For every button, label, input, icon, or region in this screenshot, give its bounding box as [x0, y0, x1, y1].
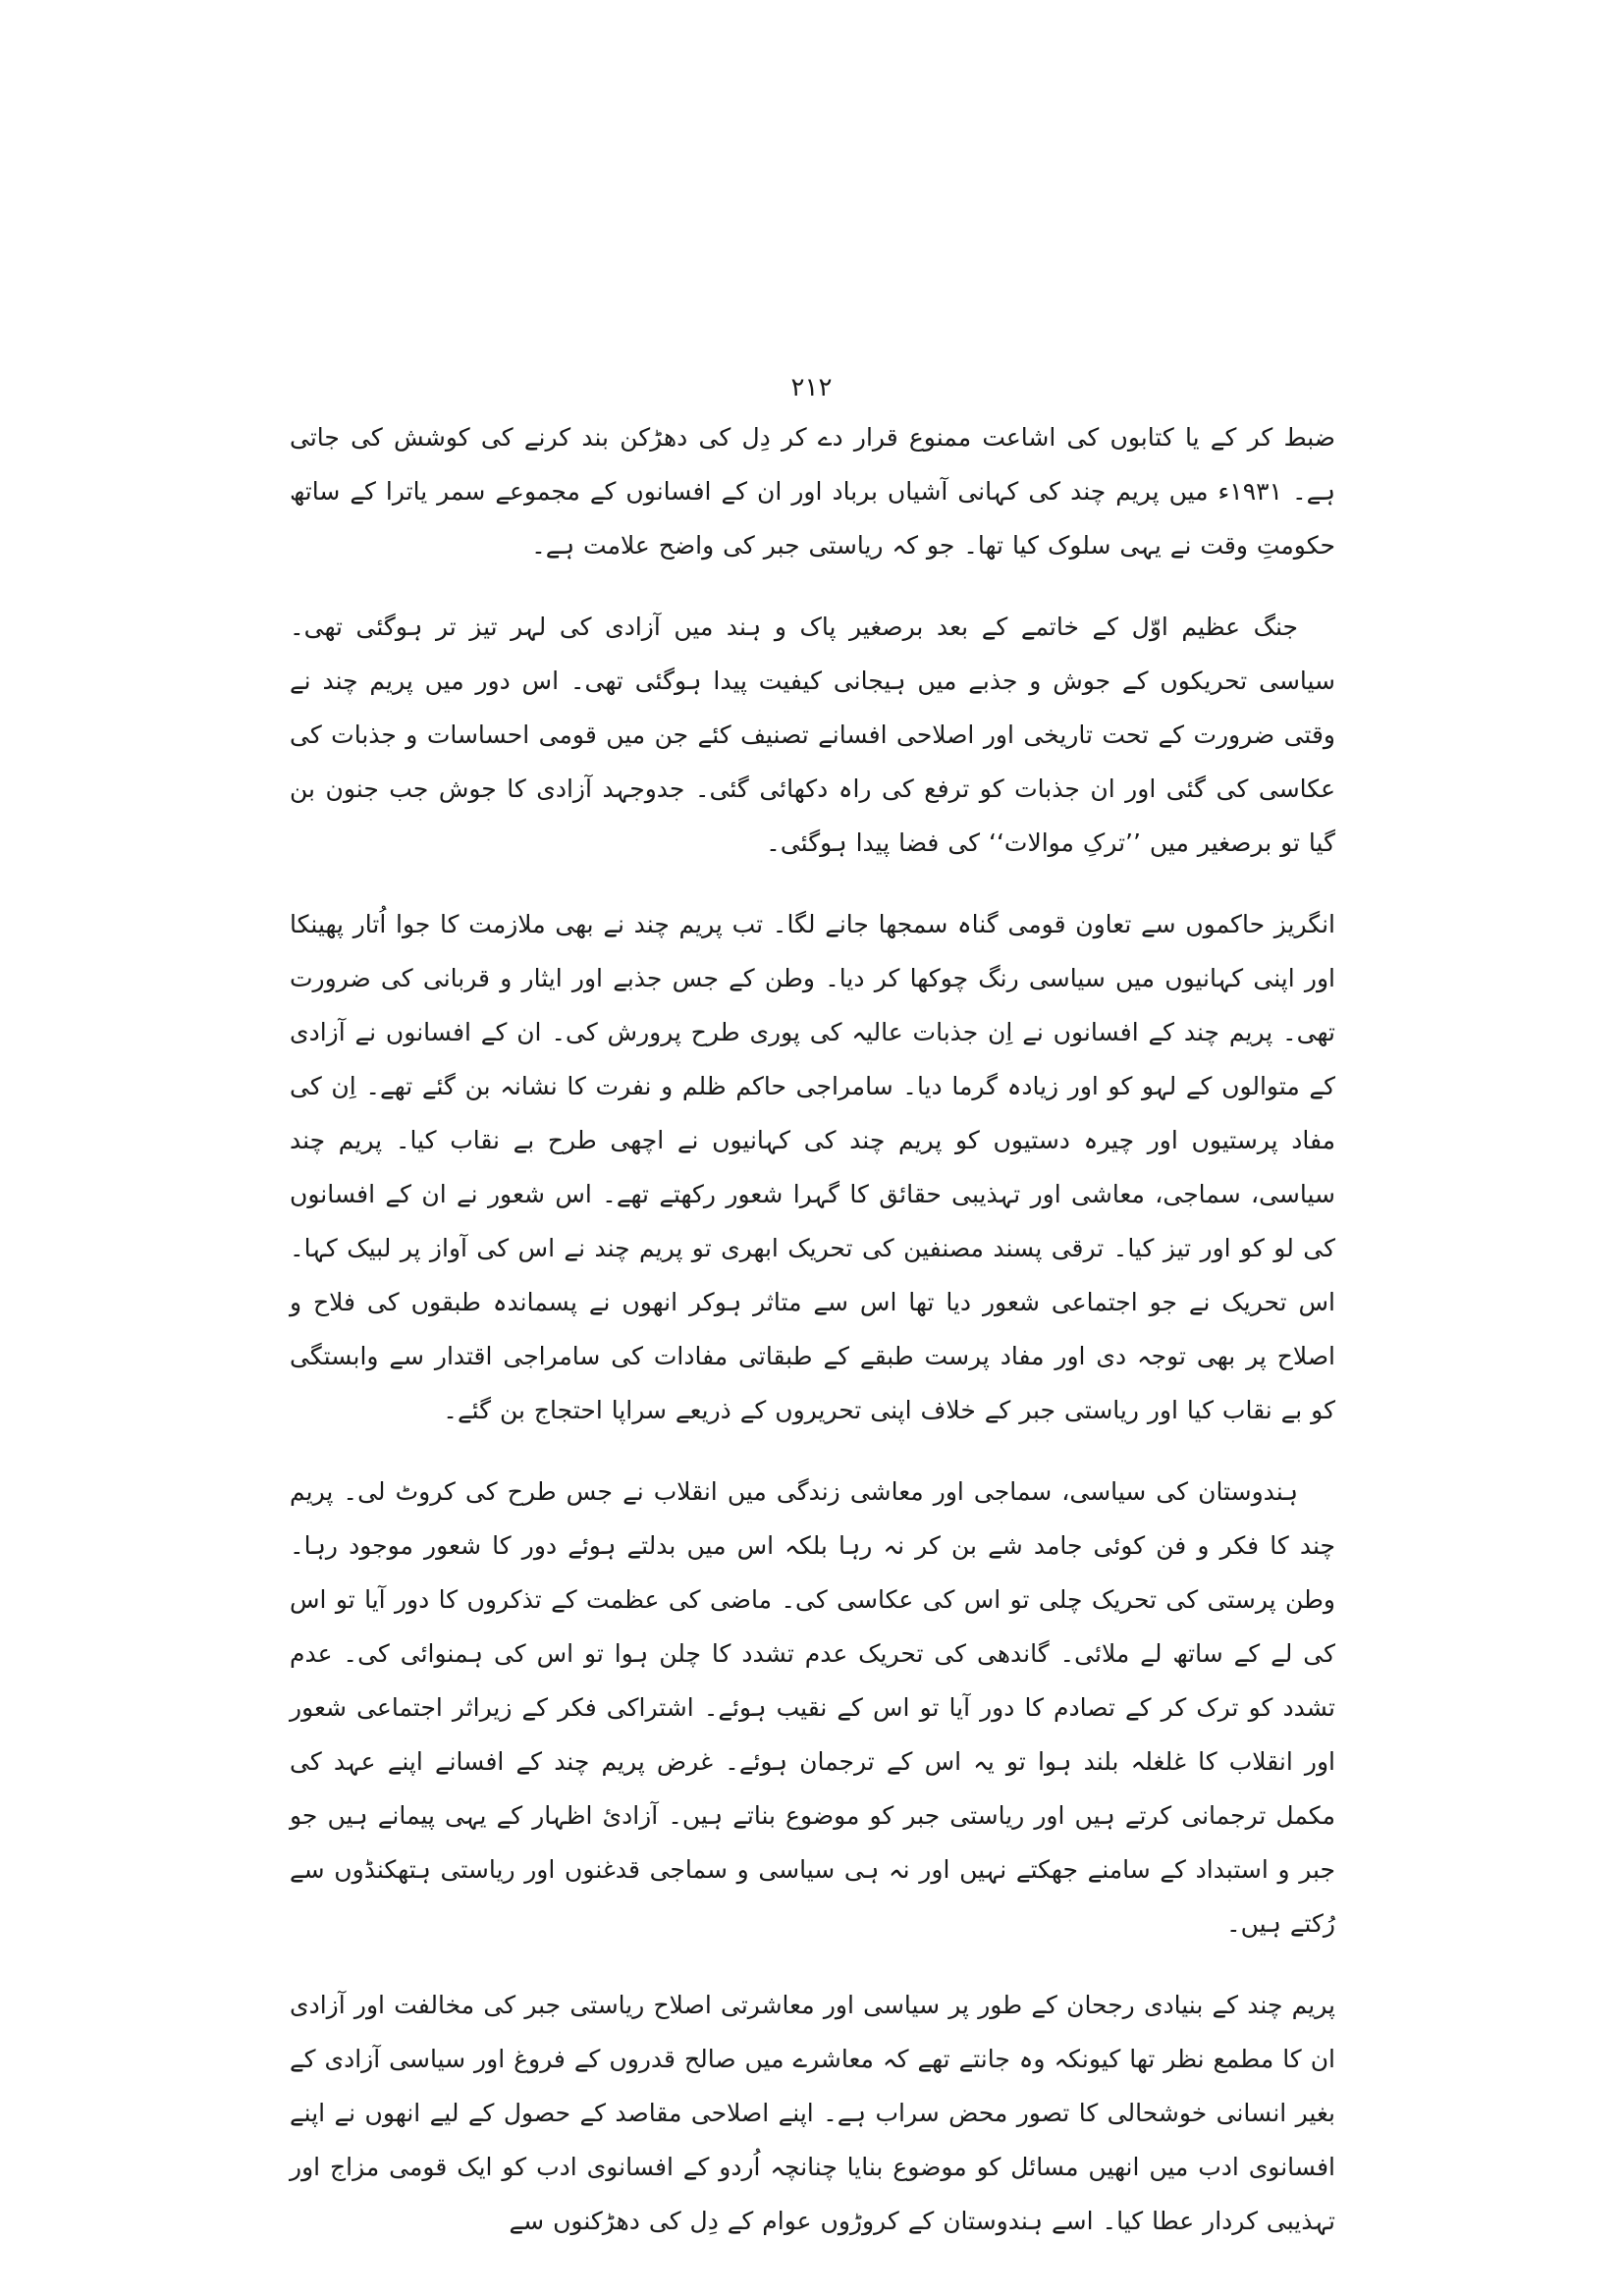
page-number: ۲۱۲: [790, 373, 833, 402]
paragraph: پریم چند کے بنیادی رجحان کے طور پر سیاسی اور معاشرتی اصلاح ریاستی جبر کی مخالفت اور آزادی ان کا مطمع نظر تھا کیونکہ وہ جانتے تھے کہ معاشرے میں صالح قدروں کے فروغ اور سیاسی آزادی کے بغیر انسانی خوشحالی کا تصور محض سراب ہے۔ اپنے اصلاحی مقاصد کے حصول کے لیے انھوں نے اپنے افسانوی ادب میں انھیں مسائل کو موضوع بنایا چنانچہ اُردو کے افسانوی ادب کو ایک قومی مزاج اور تہذیبی کردار عطا کیا۔ اسے ہندوستان کے کروڑوں عوام کے دِل کی دھڑکنوں سے: [290, 1991, 1336, 2235]
paragraph: ضبط کر کے یا کتابوں کی اشاعت ممنوع قرار دے کر دِل کی دھڑکن بند کرنے کی کوشش کی جاتی ہے۔ ۱۹۳۱ء میں پریم چند کی کہانی آشیاں برباد اور ان کے افسانوں کے مجموعے سمر یاترا کے ساتھ حکومتِ وقت نے یہی سلوک کیا تھا۔ جو کہ ریاستی جبر کی واضح علامت ہے۔: [290, 423, 1335, 560]
paragraph: ہندوستان کی سیاسی، سماجی اور معاشی زندگی میں انقلاب نے جس طرح کی کروٹ لی۔ پریم چند کا فکر و فن کوئی جامد شے بن کر نہ رہا بلکہ اس میں بدلتے ہوئے دور کا شعور موجود رہا۔ وطن پرستی کی تحریک چلی تو اس کی عکاسی کی۔ ماضی کی عظمت کے تذکروں کا دور آیا تو اس کی لے کے ساتھ لے ملائی۔ گاندھی کی تحریک عدم تشدد کا چلن ہوا تو اس کی ہمنوائی کی۔ عدم تشدد کو ترک کر کے تصادم کا دور آیا تو اس کے نقیب ہوئے۔ اشتراکی فکر کے زیراثر اجتماعی شعور اور انقلاب کا غلغلہ بلند ہوا تو یہ اس کے ترجمان ہوئے۔ غرض پریم چند کے افسانے اپنے عہد کی مکمل ترجمانی کرتے ہیں اور ریاستی جبر کو موضوع بناتے ہیں۔ آزادیٔ اظہار کے یہی پیمانے ہیں جو جبر و استبداد کے سامنے جھکتے نہیں اور نہ ہی سیاسی و سماجی قدغنوں اور ریاستی ہتھکنڈوں سے رُکتے ہیں۔: [290, 1477, 1335, 1938]
body-text: [290, 410, 1335, 2275]
paragraph: انگریز حاکموں سے تعاون قومی گناہ سمجھا جانے لگا۔ تب پریم چند نے بھی ملازمت کا جوا اُتار پھینکا اور اپنی کہانیوں میں سیاسی رنگ چوکھا کر دیا۔ وطن کے جس جذبے اور ایثار و قربانی کی ضرورت تھی۔ پریم چند کے افسانوں نے اِن جذبات عالیہ کی پوری طرح پرورش کی۔ ان کے افسانوں نے آزادی کے متوالوں کے لہو کو اور زیادہ گرما دیا۔ سامراجی حاکم ظلم و نفرت کا نشانہ بن گئے تھے۔ اِن کی مفاد پرستیوں اور چیرہ دستیوں کو پریم چند کی کہانیوں نے اچھی طرح بے نقاب کیا۔ پریم چند سیاسی، سماجی، معاشی اور تہذیبی حقائق کا گہرا شعور رکھتے تھے۔ اس شعور نے ان کے افسانوں کی لو کو اور تیز کیا۔ ترقی پسند مصنفین کی تحریک ابھری تو پریم چند نے اس کی آواز پر لبیک کہا۔ اس تحریک نے جو اجتماعی شعور دیا تھا اس سے متاثر ہوکر انھوں نے پسماندہ طبقوں کی فلاح و اصلاح پر بھی توجہ دی اور مفاد پرست طبقے کے طبقاتی مفادات کی سامراجی اقتدار سے وابستگی کو بے نقاب کیا اور ریاستی جبر کے خلاف اپنی تحریروں کے ذریعے سراپا احتجاج بن گئے۔: [290, 910, 1335, 1424]
paragraph: جنگ عظیم اوّل کے خاتمے کے بعد برصغیر پاک و ہند میں آزادی کی لہر تیز تر ہوگئی تھی۔ سیاسی تحریکوں کے جوش و جذبے میں ہیجانی کیفیت پیدا ہوگئی تھی۔ اس دور میں پریم چند نے وقتی ضرورت کے تحت تاریخی اور اصلاحی افسانے تصنیف کئے جن میں قومی احساسات و جذبات کی عکاسی کی گئی اور ان جذبات کو ترفع کی راہ دکھائی گئی۔ جدوجہد آزادی کا جوش جب جنون بن گیا تو برصغیر میں ’’ترکِ موالات‘‘ کی فضا پیدا ہوگئی۔: [290, 613, 1335, 857]
